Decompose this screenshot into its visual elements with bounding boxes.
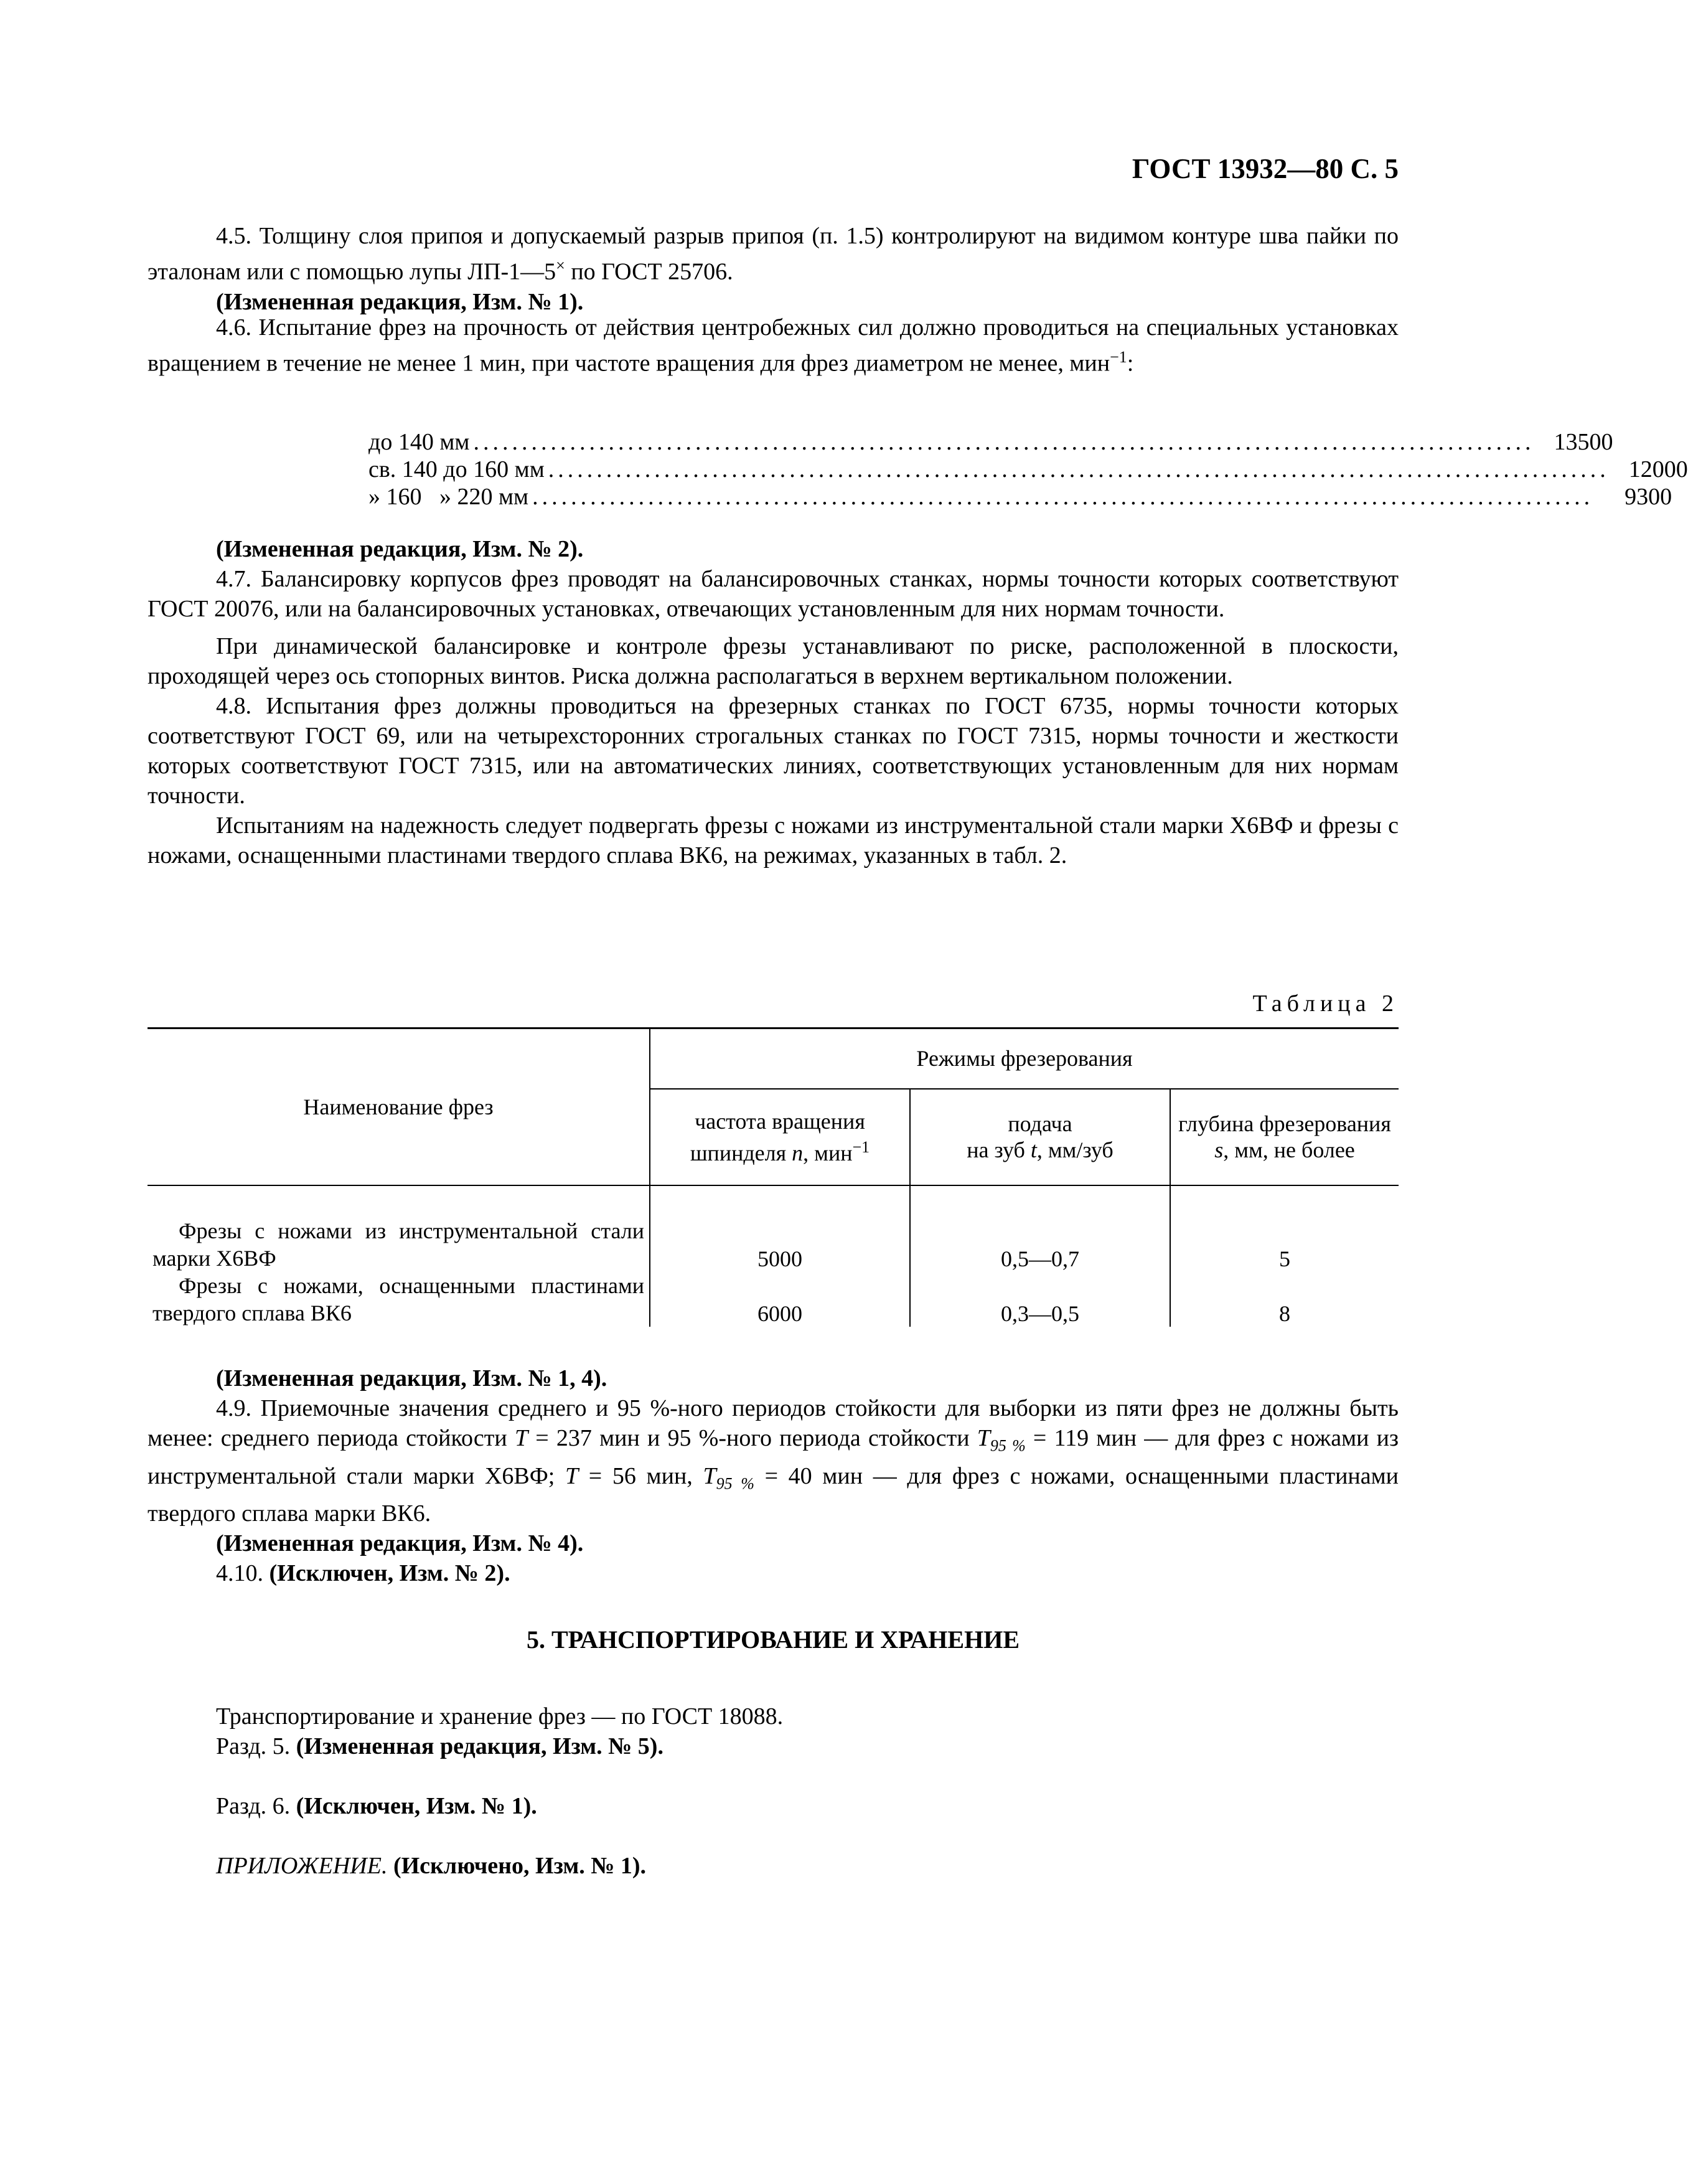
list-item: св. 140 до 160 мм .............................................................................................................. 12000 bbox=[368, 456, 1688, 482]
razd5-line: Разд. 5. (Измененная редакция, Изм. № 5). bbox=[216, 1733, 663, 1759]
razd6-line: Разд. 6. (Исключен, Изм. № 1). bbox=[216, 1793, 537, 1819]
dot-leader: .............................................................................................................. bbox=[473, 429, 1535, 455]
table-cell: 5 bbox=[1170, 1185, 1399, 1272]
appendix-line: ПРИЛОЖЕНИЕ. (Исключено, Изм. № 1). bbox=[216, 1853, 647, 1879]
column-header-depth: глубина фрезерования s, мм, не более bbox=[1170, 1089, 1399, 1185]
speed-list bbox=[368, 428, 1688, 511]
table-cell: Фрезы с ножами из инструментальной стали марки Х6ВФ bbox=[148, 1185, 650, 1272]
dot-leader: .............................................................................................................. bbox=[532, 484, 1594, 510]
table-cell: Фрезы с ножами, оснащенными пластинами твердого сплава ВК6 bbox=[148, 1272, 650, 1327]
amendment-note: (Измененная редакция, Изм. № 2). bbox=[216, 536, 584, 562]
table-cell: 0,5—0,7 bbox=[910, 1185, 1170, 1272]
column-header-name: Наименование фрез bbox=[148, 1028, 650, 1186]
column-header-speed: частота вращения шпинделя n, мин$^{-1}$ bbox=[650, 1089, 910, 1185]
document-page bbox=[148, 0, 1688, 2184]
column-group-header: Режимы фрезерования bbox=[650, 1028, 1399, 1089]
paragraph-4-6: 4.6. Испытание фрез на прочность от действия центробежных сил должно проводиться на специальных установках вращением в течение не менее 1 мин, при частоте вращения для фрез диаметром не менее, мин$^{-1}$: bbox=[148, 314, 1399, 377]
table-row bbox=[148, 1272, 1399, 1327]
milling-modes-table bbox=[148, 1027, 1399, 1327]
dot-leader: .............................................................................................................. bbox=[548, 456, 1610, 482]
table-cell: 8 bbox=[1279, 1301, 1290, 1326]
paragraph-4-9: (Измененная редакция, Изм. № 1, 4). 4.9. Приемочные значения среднего и 95 %-ного периодов стойкости для выборки из пяти фрез не должны быть менее: среднего периода стойкости T = 237 мин и 95 %-ного периода стойкости $T_{95 \%} = 119$ мин — для фрез с ножами из инструментальной стали марки Х6ВФ; T = 56 мин, $T_{95 \%} = 40$ мин — для фрез с ножами, оснащенными пластинами твердого сплава марки ВК6. (Измененная редакция, Изм. № 4). 4.10. (Исключен, Изм. № 2). bbox=[148, 1363, 1399, 1588]
table-row bbox=[148, 1185, 1399, 1272]
list-item: » 160 » 220 мм .............................................................................................................. 9300 bbox=[368, 484, 1672, 510]
transport-line: Транспортирование и хранение фрез — по ГОСТ 18088. bbox=[216, 1703, 784, 1730]
column-header-feed: подача на зуб t, мм/зуб bbox=[910, 1089, 1170, 1185]
list-item: до 140 мм .............................................................................................................. 13500 bbox=[368, 429, 1613, 455]
paragraph-4-10: 4.10. (Исключен, Изм. № 2). bbox=[216, 1560, 510, 1587]
table-cell: 6000 bbox=[650, 1272, 910, 1327]
section-5-title: 5. ТРАНСПОРТИРОВАНИЕ И ХРАНЕНИЕ bbox=[527, 1626, 1020, 1654]
table-cell: 5000 bbox=[650, 1185, 910, 1272]
paragraph-4-7: (Измененная редакция, Изм. № 2). 4.7. Балансировку корпусов фрез проводят на балансировочных станках, нормы точности которых соответствуют ГОСТ 20076, или на балансировочных установках, отвечающих установленным для них нормам точности. При динамической балансировке и контроле фрезы устанавливают по риске, расположенной в плоскости, проходящей через ось стопорных винтов. Риска должна располагаться в верхнем вертикальном положении. 4.8. Испытания фрез должны проводиться на фрезерных станках по ГОСТ 6735, нормы точности которых соответствуют ГОСТ 69, или на четырехсторонних строгальных станках по ГОСТ 7315, нормы точности и жесткости которых соответствуют ГОСТ 7315, или на автоматических линиях, соответствующих установленным для них нормам точности. Испытаниям на надежность следует подвергать фрезы с ножами из инструментальной стали марки Х6ВФ и фрезы с ножами, оснащенными пластинами твердого сплава ВК6, на режимах, указанных в табл. 2. bbox=[148, 534, 1399, 870]
amendment-note: (Измененная редакция, Изм. № 4). bbox=[216, 1530, 584, 1557]
amendment-note: (Измененная редакция, Изм. № 1). bbox=[216, 288, 584, 315]
page-header: ГОСТ 13932—80 С. 5 bbox=[1132, 153, 1399, 184]
amendment-note: (Измененная редакция, Изм. № 1, 4). bbox=[216, 1365, 607, 1391]
table-cell: 0,3—0,5 bbox=[910, 1272, 1170, 1327]
table-caption: Таблица 2 bbox=[1252, 991, 1399, 1017]
paragraph-4-5: 4.5. Толщину слоя припоя и допускаемый разрыв припоя (п. 1.5) контролируют на видимом контуре шва пайки по эталонам или с помощью лупы ЛП-1—5× по ГОСТ 25706. (Измененная редакция, Изм. № 1). bbox=[148, 221, 1399, 317]
